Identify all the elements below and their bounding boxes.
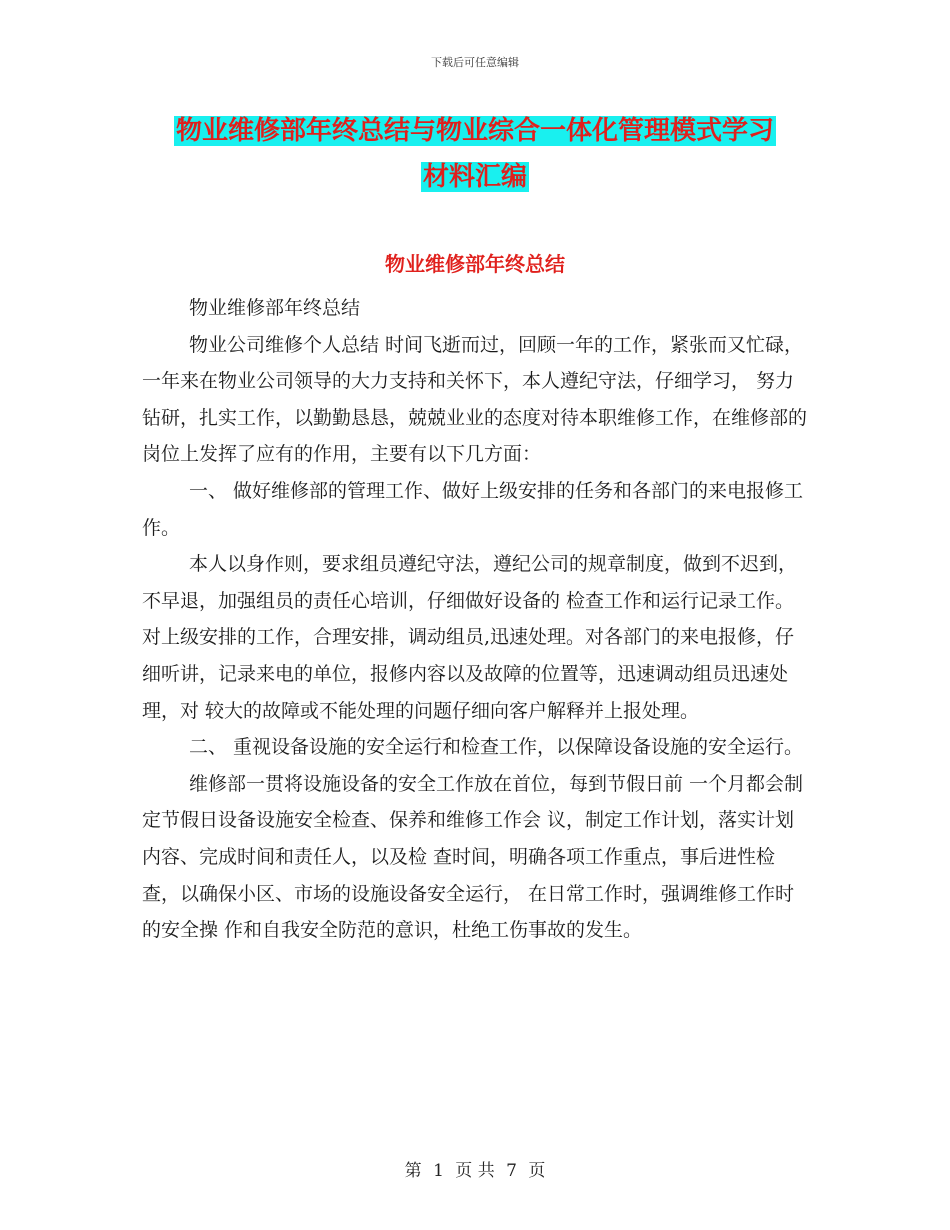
page-total: 7 xyxy=(506,1161,517,1181)
paragraph: 一、 做好维修部的管理工作、做好上级安排的任务和各部门的来电报修工作。 xyxy=(142,479,804,539)
title-line-1: 物业维修部年终总结与物业综合一体化管理模式学习 xyxy=(175,116,774,146)
paragraph: 物业公司维修个人总结 时间飞逝而过，回顾一年的工作，紧张而又忙碌，一年来在物业公司领导的大力支持和关怀下，本人遵纪守法，仔细学习， 努力钻研，扎实工作，以勤勤恳恳，兢兢业业的态度对待本职维修工作，在维修部的岗位上发挥了应有的作用，主要有以下几方面： xyxy=(142,333,808,466)
page-number: 1 xyxy=(433,1161,444,1181)
section-title: 物业维修部年终总结 xyxy=(385,252,565,276)
document-title xyxy=(0,108,950,200)
document-body xyxy=(142,290,810,949)
footer-middle: 页 共 xyxy=(455,1161,495,1181)
footer-suffix: 页 xyxy=(528,1161,546,1181)
paragraph: 本人以身作则，要求组员遵纪守法，遵纪公司的规章制度，做到不迟到，不早退，加强组员的责任心培训，仔细做好设备的 检查工作和运行记录工作。对上级安排的工作，合理安排，调动组员,迅速处理。对各部门的来电报修，仔细听讲，记录来电的单位，报修内容以及故障的位置等，迅速调动组员迅速处理，对 较大的故障或不能处理的问题仔细向客户解释并上报处理。 xyxy=(142,553,798,722)
page-footer xyxy=(0,1156,950,1181)
header-note: 下载后可任意编辑 xyxy=(431,56,519,69)
paragraph: 物业维修部年终总结 xyxy=(189,297,361,319)
paragraph: 二、 重视设备设施的安全运行和检查工作，以保障设备设施的安全运行。 xyxy=(189,736,804,759)
paragraph: 维修部一贯将设施设备的安全工作放在首位，每到节假日前 一个月都会制定节假日设备设施安全检查、保养和维修工作会 议，制定工作计划，落实计划内容、完成时间和责任人，以及检 查时间，明确各项工作重点，事后进性检查，以确保小区、市场的设施设备安全运行， 在日常工作时，强调维修工作时的安全操 作和自我安全防范的意识，杜绝工伤事故的发生。 xyxy=(142,772,804,942)
title-line-2: 材料汇编 xyxy=(422,162,527,192)
footer-prefix: 第 xyxy=(404,1161,422,1181)
